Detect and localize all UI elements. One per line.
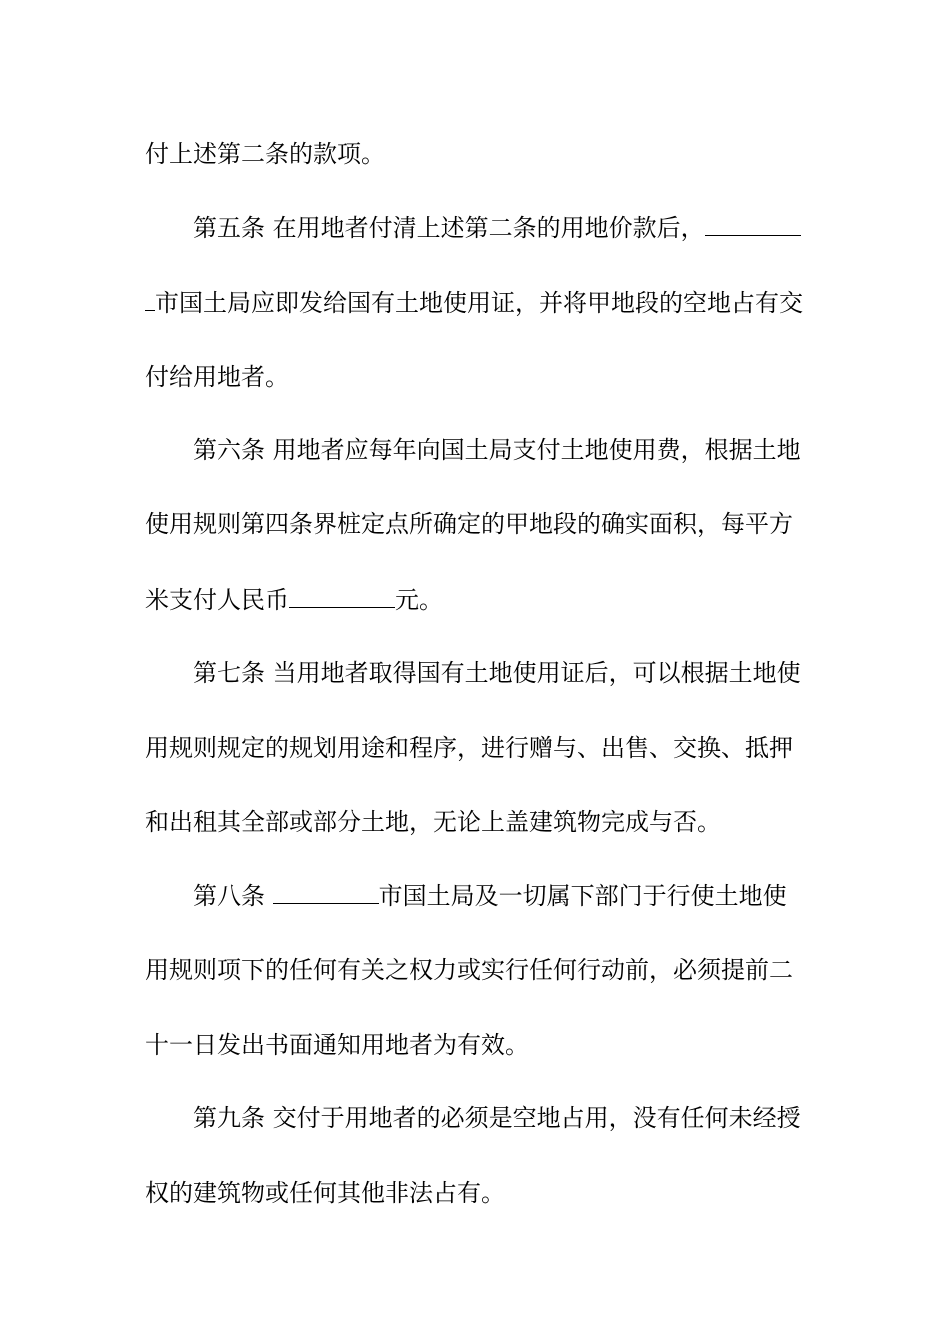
text-line: 第九条 交付于用地者的必须是空地占用，没有任何未经授 xyxy=(193,1104,801,1132)
text-line: 元。 xyxy=(395,586,443,614)
fill-in-blank xyxy=(273,881,379,904)
text-line: 权的建筑物或任何其他非法占有。 xyxy=(145,1179,505,1207)
fill-in-blank xyxy=(289,585,395,608)
article-5-line-2 xyxy=(145,287,810,319)
text-line: 十一日发出书面通知用地者为有效。 xyxy=(145,1031,529,1059)
fill-in-blank xyxy=(145,288,155,311)
text-line: 和出租其全部或部分土地，无论上盖建筑物完成与否。 xyxy=(145,808,721,836)
text-line: 第七条 当用地者取得国有土地使用证后，可以根据土地使 xyxy=(193,659,801,687)
text-line: 第八条 xyxy=(193,882,273,910)
article-5-line-1 xyxy=(193,212,810,244)
text-line: 市国土局应即发给国有土地使用证，并将甲地段的空地占有交 xyxy=(155,289,803,317)
text-line: 用规则规定的规划用途和程序，进行赠与、出售、交换、抵押 xyxy=(145,734,793,762)
article-5-line-3 xyxy=(145,361,810,393)
fill-in-blank xyxy=(705,213,801,236)
article-6-line-2 xyxy=(145,508,810,540)
article-9-line-2 xyxy=(145,1177,810,1209)
article-7-line-1 xyxy=(193,657,810,689)
article-7-line-3 xyxy=(145,806,810,838)
article-6-line-1 xyxy=(193,434,810,466)
article-8-line-2 xyxy=(145,954,810,986)
text-line: 米支付人民币 xyxy=(145,586,289,614)
text-line: 使用规则第四条界桩定点所确定的甲地段的确实面积，每平方 xyxy=(145,510,793,538)
text-line: 第五条 在用地者付清上述第二条的用地价款后， xyxy=(193,214,705,242)
article-9-line-1 xyxy=(193,1102,810,1134)
text-line: 付给用地者。 xyxy=(145,363,289,391)
text-line: 第六条 用地者应每年向国土局支付土地使用费，根据土地 xyxy=(193,436,801,464)
article-8-line-3 xyxy=(145,1029,810,1061)
article-8-line-1 xyxy=(193,880,810,912)
article-6-line-3 xyxy=(145,584,810,616)
text-line: 市国土局及一切属下部门于行使土地使 xyxy=(378,882,787,910)
text-line: 付上述第二条的款项。 xyxy=(145,140,385,168)
text-line: 用规则项下的任何有关之权力或实行任何行动前，必须提前二 xyxy=(145,956,793,984)
paragraph-continuation-line xyxy=(145,138,810,170)
article-7-line-2 xyxy=(145,732,810,764)
